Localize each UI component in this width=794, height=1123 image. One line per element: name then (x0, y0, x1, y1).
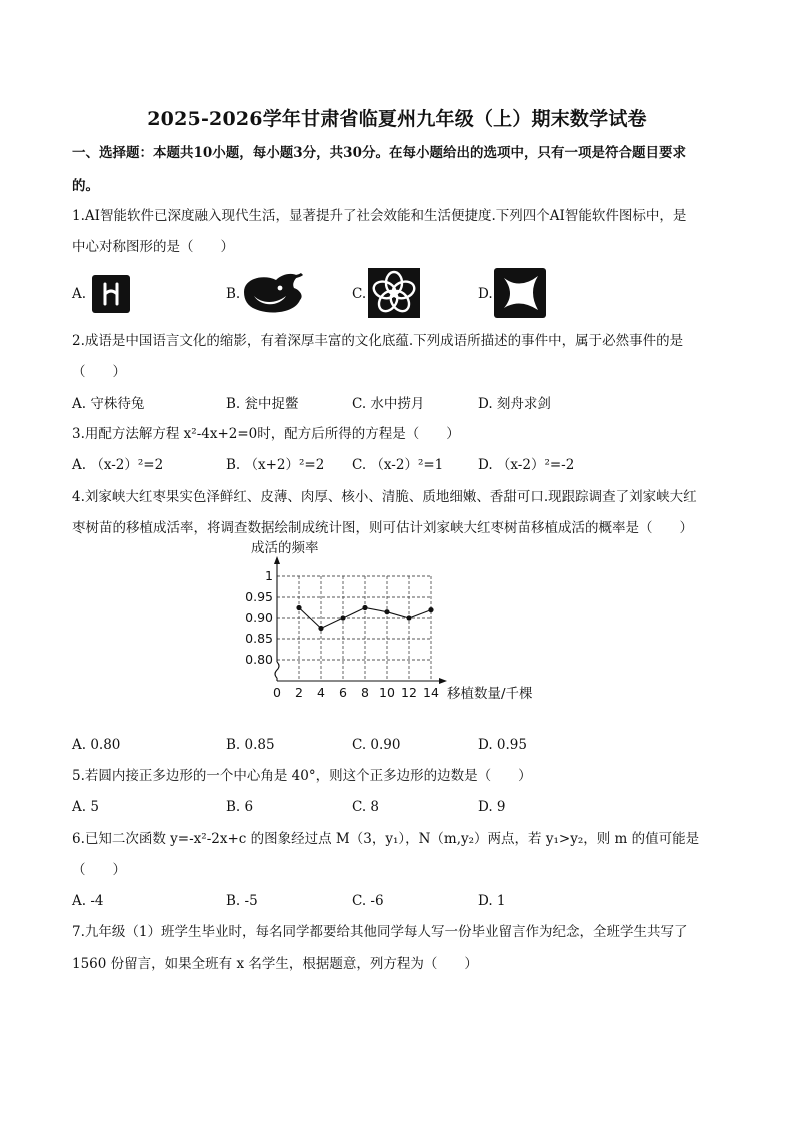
q5-option-d: D. 9 (478, 799, 506, 815)
q2-option-c: C. 水中捞月 (352, 396, 425, 412)
y-tick-label: 0.90 (245, 610, 273, 625)
q6-stem-cont: （ ） (72, 862, 126, 878)
y-axis-label: 成活的频率 (251, 540, 319, 556)
q3-option-b: B. （x+2）²=2 (226, 457, 325, 473)
q4-option-d: D. 0.95 (478, 737, 527, 753)
q5-option-a: A. 5 (72, 799, 99, 815)
y-tick-label: 0.85 (245, 631, 273, 646)
chart-svg (240, 538, 560, 708)
q3-option-d: D. （x-2）²=-2 (478, 457, 575, 473)
q6-option-b: B. -5 (226, 893, 258, 909)
q2-stem-cont: （ ） (72, 364, 126, 380)
chatgpt-knot-icon (368, 268, 420, 322)
y-tick-label: 1 (265, 568, 273, 583)
q4-stem-cont: 枣树苗的移植成活率，将调查数据绘制成统计图，则可估计刘家峡大红枣树苗移植成活的概率是（ ） (72, 520, 693, 536)
q2-stem: 2.成语是中国语言文化的缩影，有着深厚丰富的文化底蕴.下列成语所描述的事件中，属于必然事件的是 (72, 333, 684, 349)
q1-stem: 1.AI智能软件已深度融入现代生活，显著提升了社会效能和生活便捷度.下列四个AI智能软件图标中，是 (72, 208, 687, 224)
q1-option-a: A. (72, 286, 87, 302)
section-heading-cont: 的。 (72, 178, 99, 194)
q3-option-c: C. （x-2）²=1 (352, 457, 444, 473)
x-axis-label: 移植数量/千棵 (447, 686, 533, 702)
y-axis-arrow (274, 556, 280, 564)
x-tick-label: 14 (423, 685, 439, 700)
q3-stem: 3.用配方法解方程 x²-4x+2=0时，配方后所得的方程是（ ） (72, 426, 460, 442)
survival-rate-chart (240, 538, 560, 712)
x-tick-label: 10 (379, 685, 395, 700)
q1-option-b: B. (226, 286, 241, 302)
deepseek-whale-icon (240, 270, 306, 320)
q4-option-c: C. 0.90 (352, 737, 401, 753)
q4-option-a: A. 0.80 (72, 737, 121, 753)
q1-option-c: C. (352, 286, 367, 302)
x-tick-label: 4 (317, 685, 325, 700)
q5-option-b: B. 6 (226, 799, 254, 815)
q5-option-c: C. 8 (352, 799, 380, 815)
kimi-logo-icon (90, 274, 132, 318)
q7-stem-cont: 1560 份留言，如果全班有 x 名学生，根据题意，列方程为（ ） (72, 956, 478, 972)
data-point (340, 615, 345, 620)
data-point (384, 609, 389, 614)
data-point (428, 607, 433, 612)
data-point (406, 615, 411, 620)
sparkle-star-icon (494, 268, 546, 322)
section-heading: 一、选择题：本题共10小题，每小题3分，共30分。在每小题给出的选项中，只有一项是符合题目要求 (72, 145, 686, 161)
x-tick-label: 2 (295, 685, 303, 700)
axis-break-icon (275, 662, 279, 678)
x-tick-label: 6 (339, 685, 347, 700)
q4-option-b: B. 0.85 (226, 737, 275, 753)
q6-option-d: D. 1 (478, 893, 506, 909)
q6-option-a: A. -4 (72, 893, 104, 909)
q2-option-a: A. 守株待兔 (72, 396, 145, 412)
q4-stem: 4.刘家峡大红枣果实色泽鲜红、皮薄、肉厚、核小、清脆、质地细嫩、香甜可口.现跟踪调查了刘家峡大红 (72, 489, 697, 505)
exam-title: 2025-2026学年甘肃省临夏州九年级（上）期末数学试卷 (147, 108, 647, 130)
data-point (362, 605, 367, 610)
x-tick-label: 8 (361, 685, 369, 700)
x-axis-arrow (439, 678, 447, 684)
q3-option-a: A. （x-2）²=2 (72, 457, 164, 473)
x-tick-label: 12 (401, 685, 417, 700)
q5-stem: 5.若圆内接正多边形的一个中心角是 40°，则这个正多边形的边数是（ ） (72, 768, 532, 784)
q2-option-b: B. 瓮中捉鳖 (226, 396, 299, 412)
q6-option-c: C. -6 (352, 893, 384, 909)
data-point (318, 626, 323, 631)
q1-stem-cont: 中心对称图形的是（ ） (72, 239, 234, 255)
q7-stem: 7.九年级（1）班学生毕业时，每名同学都要给其他同学每人写一份毕业留言作为纪念，全班学生共写了 (72, 924, 688, 940)
q2-option-d: D. 刻舟求剑 (478, 396, 551, 412)
x-tick-label: 0 (273, 685, 281, 700)
q6-stem: 6.已知二次函数 y=-x²-2x+c 的图象经过点 M（3，y₁），N（m,y₂）两点，若 y₁>y₂，则 m 的值可能是 (72, 831, 700, 847)
y-tick-label: 0.95 (245, 589, 273, 604)
data-point (296, 605, 301, 610)
y-tick-label: 0.80 (245, 652, 273, 667)
q1-option-d: D. (478, 286, 493, 302)
